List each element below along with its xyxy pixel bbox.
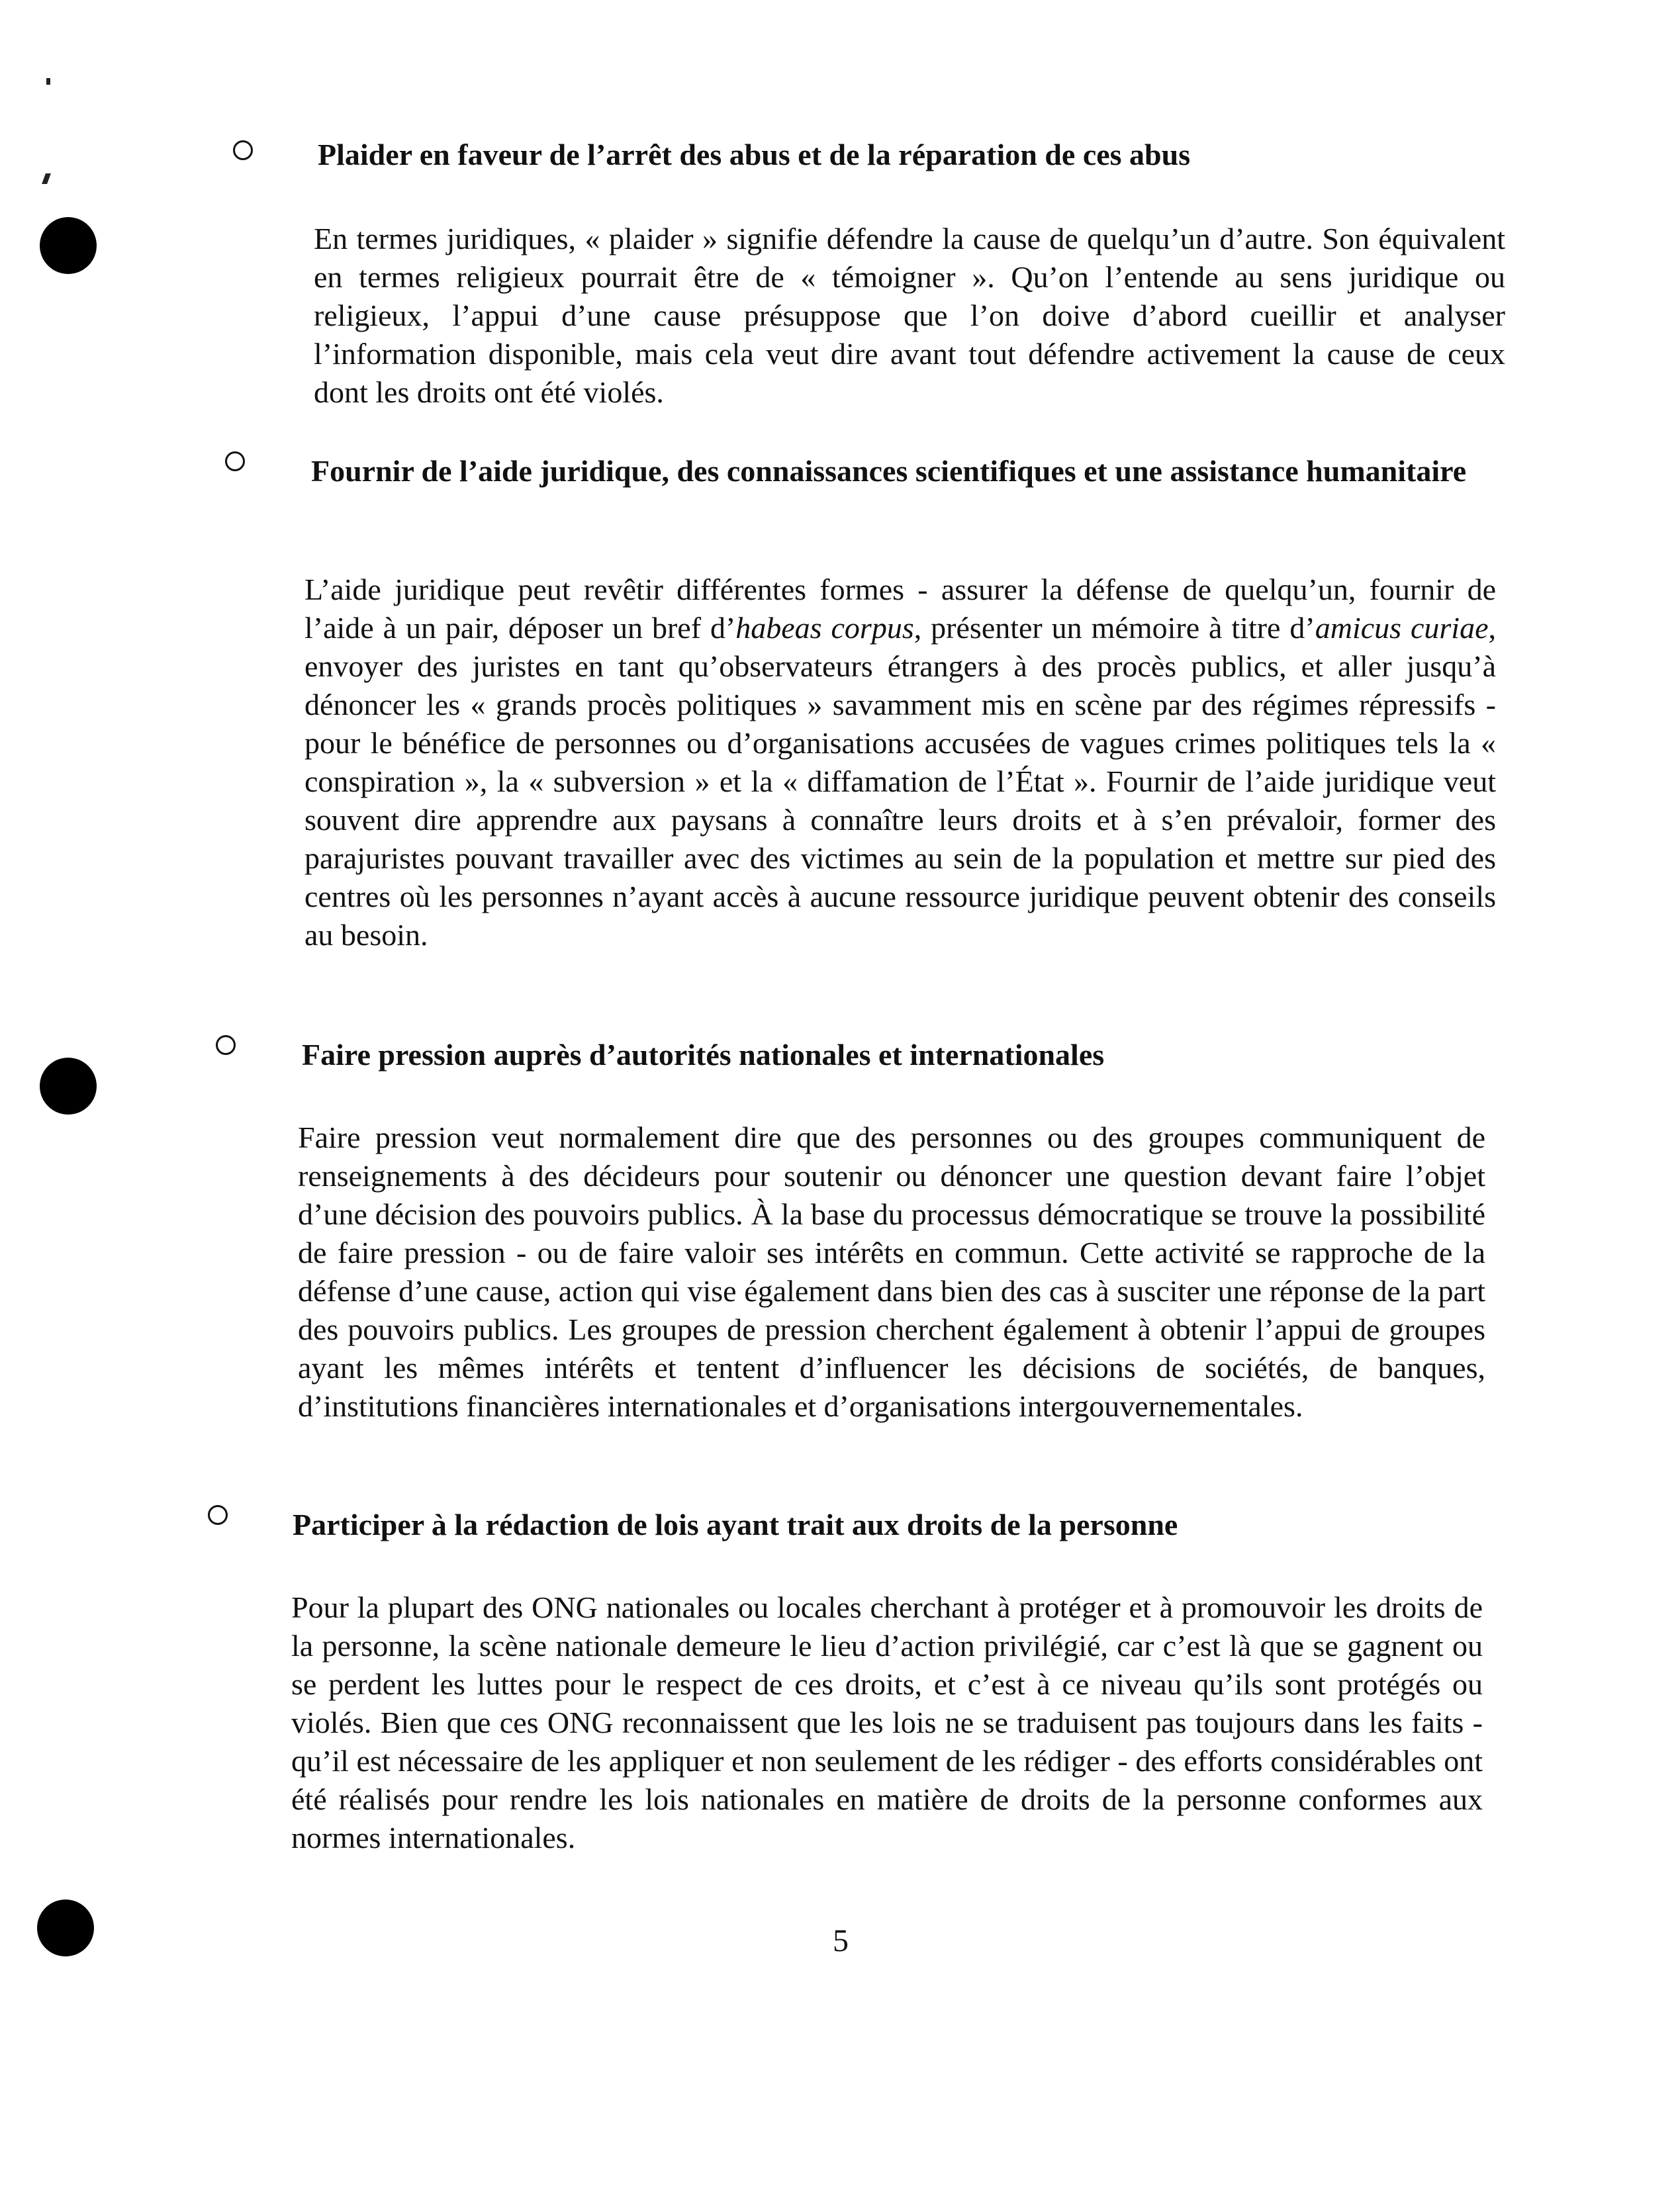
section-paragraph: En termes juridiques, « plaider » signifie défendre la cause de quelqu’un d’autre. Son équivalent en termes religieux pourrait être de « témoigner ». Qu’on l’entende au sens juridique ou religieux, l’appui d’une cause présuppose que l’on doive d’abord cueillir et analyser l’information disponible, mais cela veut dire avant tout défendre activement la cause de ceux dont les droits ont été violés.	[314, 222, 1505, 409]
section-heading: Participer à la rédaction de lois ayant trait aux droits de la personne	[293, 1508, 1178, 1541]
hollow-bullet-icon	[233, 140, 253, 160]
section-paragraph: Faire pression veut normalement dire que des personnes ou des groupes communiquent de renseignements à des décideurs pour soutenir ou dénoncer une question devant faire l’objet d’une décision des pouvoirs publics. À la base du processus démocratique se trouve la possibilité de faire pression - ou de faire valoir ses intérêts en commun. Cette activité se rapproche de la défense d’une cause, action qui vise également dans bien des cas à susciter une réponse de la part des pouvoirs publics. Les groupes de pression cherchent également à obtenir l’appui de groupes ayant les mêmes intérêts et tentent d’influencer les décisions de sociétés, de banques, d’institutions financières internationales et d’organisations intergouvernementales.	[298, 1121, 1485, 1423]
paragraph-text: , envoyer des juristes en tant qu’observateurs étrangers à des procès publics, et aller jusqu’à dénoncer les « grands procès politiques » savamment mis en scène par des régimes répressifs - pour le bénéfice de personnes ou d’organisations accusées de vagues crimes politiques tels la « conspiration », la « subversion » et la « diffamation de l’État ». Fournir de l’aide juridique veut souvent dire apprendre aux paysans à connaître leurs droits et à s’en prévaloir, former des parajuristes pouvant travailler avec des victimes au sein de la population et mettre sur pied des centres où les personnes n’ayant accès à aucune ressource juridique peuvent obtenir des conseils au besoin.	[304, 611, 1497, 952]
section-paragraph	[304, 571, 1496, 954]
punch-hole-bottom	[37, 1900, 94, 1956]
punch-hole-top	[40, 217, 97, 274]
hollow-bullet-icon	[225, 451, 245, 471]
latin-term: amicus curiae	[1315, 611, 1489, 645]
scan-speck	[42, 173, 51, 184]
section-paragraph: Pour la plupart des ONG nationales ou locales cherchant à protéger et à promouvoir les droits de la personne, la scène nationale demeure le lieu d’action privilégié, car c’est là que se gagnent ou se perdent les luttes pour le respect de ces droits, et c’est à ce niveau qu’ils sont protégés ou violés. Bien que ces ONG reconnaissent que les lois ne se traduisent pas toujours dans les faits - qu’il est nécessaire de les appliquer et non seulement de les rédiger - des efforts considérables ont été réalisés pour rendre les lois nationales en matière de droits de la personne conformes aux normes internationales.	[291, 1590, 1483, 1855]
hollow-bullet-icon	[216, 1035, 236, 1055]
paragraph-text: L’aide juridique peut revêtir différentes formes - assurer la défense de quelqu’un, fournir de l’aide à un pair, déposer un bref d’	[304, 572, 1496, 645]
punch-hole-middle	[40, 1058, 97, 1115]
latin-term: habeas corpus	[735, 611, 914, 645]
section-heading: Plaider en faveur de l’arrêt des abus et de la réparation de ces abus	[318, 138, 1191, 171]
scan-speck	[46, 78, 50, 85]
paragraph-text: , présenter un mémoire à titre d’	[913, 611, 1315, 645]
page-number: 5	[833, 1923, 849, 1958]
section-heading: Fournir de l’aide juridique, des connaissances scientifiques et une assistance humanitaire	[311, 454, 1467, 488]
section-heading: Faire pression auprès d’autorités nationales et internationales	[302, 1038, 1105, 1072]
hollow-bullet-icon	[208, 1505, 228, 1525]
